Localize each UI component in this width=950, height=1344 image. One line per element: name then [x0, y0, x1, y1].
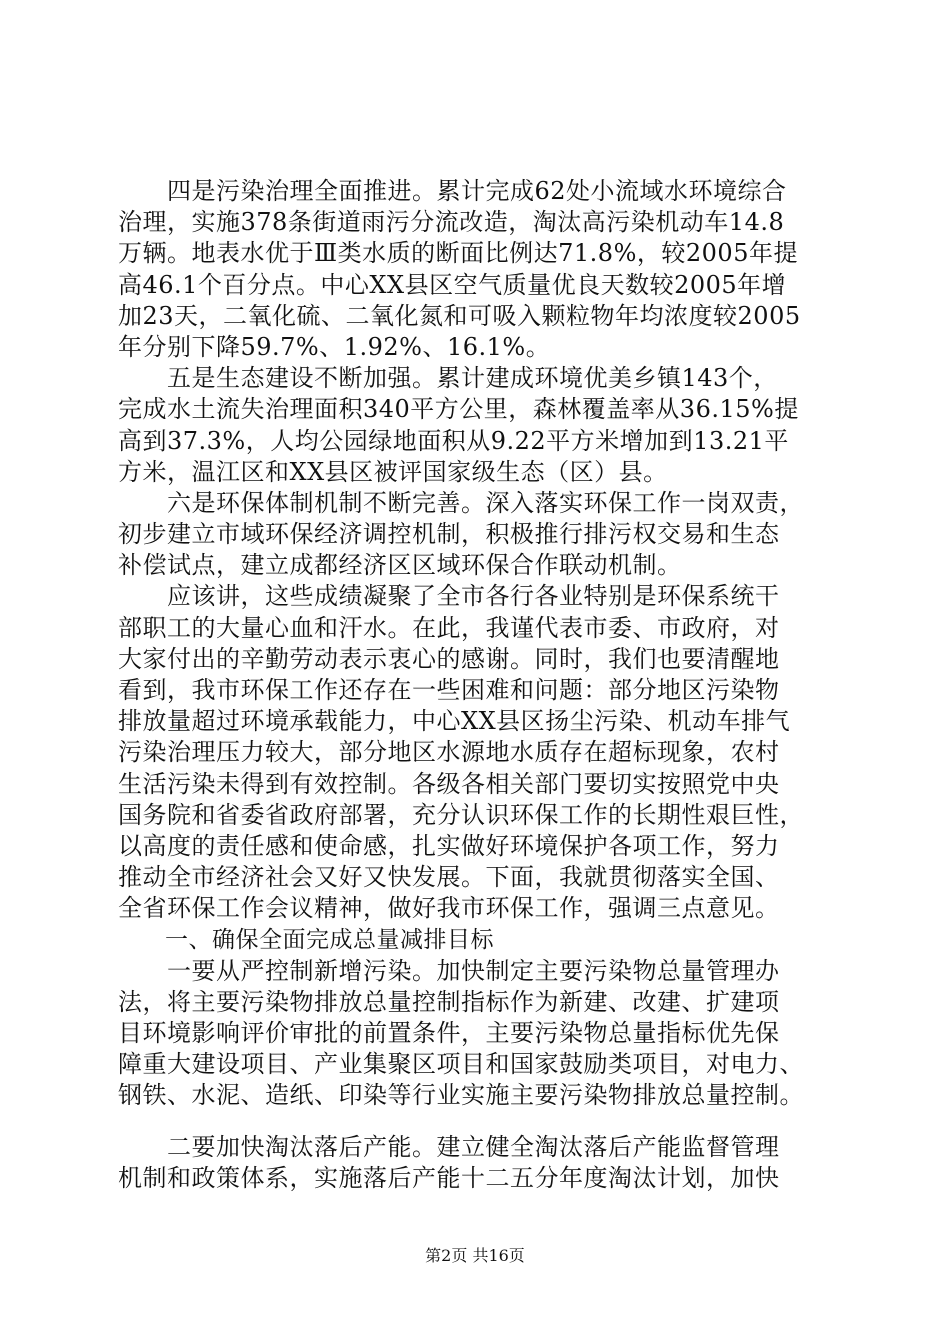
text-line: 污染治理压力较大，部分地区水源地水质存在超标现象，农村 — [118, 738, 780, 767]
text-line: 万辆。地表水优于Ⅲ类水质的断面比例达71.8%，较2005年提 — [118, 239, 798, 268]
text-line: 六是环保体制机制不断完善。深入落实环保工作一岗双责， — [118, 488, 804, 517]
text-line: 治理，实施378条街道雨污分流改造，淘汰高污染机动车14.8 — [118, 208, 785, 237]
text-line: 应该讲，这些成绩凝聚了全市各行各业特别是环保系统干 — [118, 582, 780, 611]
text-line: 国务院和省委省政府部署，充分认识环保工作的长期性艰巨性， — [118, 800, 804, 829]
text-line: 高46.1个百分点。中心XX县区空气质量优良天数较2005年增 — [118, 270, 787, 299]
text-line: 年分别下降59.7%、1.92%、16.1%。 — [118, 332, 551, 361]
text-line: 以高度的责任感和使命感，扎实做好环境保护各项工作，努力 — [118, 831, 780, 860]
text-line: 生活污染未得到有效控制。各级各相关部门要切实按照党中央 — [118, 769, 780, 798]
body-text — [118, 176, 838, 1194]
text-line: 二要加快淘汰落后产能。建立健全淘汰落后产能监督管理 — [118, 1132, 780, 1161]
text-line: 大家付出的辛勤劳动表示衷心的感谢。同时，我们也要清醒地 — [118, 644, 780, 673]
text-line: 机制和政策体系，实施落后产能十二五分年度淘汰计划，加快 — [118, 1163, 780, 1192]
text-line: 初步建立市域环保经济调控机制，积极推行排污权交易和生态 — [118, 520, 780, 549]
text-line: 目环境影响评价审批的前置条件，主要污染物总量指标优先保 — [118, 1019, 780, 1048]
text-line: 五是生态建设不断加强。累计建成环境优美乡镇143个， — [118, 364, 778, 393]
text-line: 看到，我市环保工作还存在一些困难和问题：部分地区污染物 — [118, 676, 780, 704]
text-line: 一要从严控制新增污染。加快制定主要污染物总量管理办 — [118, 956, 780, 985]
text-line: 四是污染治理全面推进。累计完成62处小流域水环境综合 — [118, 177, 787, 205]
text-line: 加23天，二氧化硫、二氧化氮和可吸入颗粒物年均浓度较2005 — [118, 301, 801, 330]
text-line: 推动全市经济社会又好又快发展。下面，我就贯彻落实全国、 — [118, 863, 780, 892]
text-line: 法，将主要污染物排放总量控制指标作为新建、改建、扩建项 — [118, 987, 780, 1016]
text-line: 完成水土流失治理面积340平方公里，森林覆盖率从36.15%提 — [118, 395, 799, 424]
text-line: 高到37.3%，人均公园绿地面积从9.22平方米增加到13.21平 — [118, 426, 789, 455]
text-line: 排放量超过环境承载能力，中心XX县区扬尘污染、机动车排气 — [118, 707, 791, 736]
text-line: 全省环保工作会议精神，做好我市环保工作，强调三点意见。 — [118, 894, 780, 923]
paragraph-spacer — [118, 1112, 838, 1132]
text-line: 方米，温江区和XX县区被评国家级生态（区）县。 — [118, 457, 668, 486]
page-footer: 第2页 共16页 — [425, 1246, 525, 1265]
text-line: 部职工的大量心血和汗水。在此，我谨代表市委、市政府，对 — [118, 613, 780, 642]
section-heading: 一、确保全面完成总量减排目标 — [118, 926, 494, 953]
text-line: 补偿试点，建立成都经济区区域环保合作联动机制。 — [118, 551, 682, 580]
text-line: 障重大建设项目、产业集聚区项目和国家鼓励类项目，对电力、 — [118, 1050, 804, 1079]
text-line: 钢铁、水泥、造纸、印染等行业实施主要污染物排放总量控制。 — [118, 1081, 804, 1110]
